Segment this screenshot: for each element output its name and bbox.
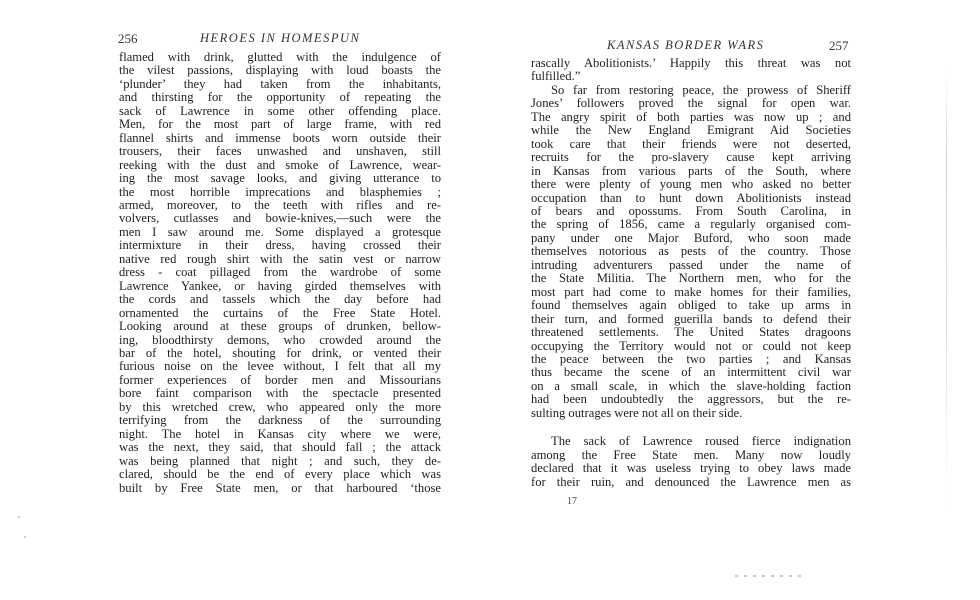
text-line: among the Free State men. Many now loudly: [531, 447, 851, 462]
text-line: found themselves again obliged to take up arms in: [531, 298, 851, 313]
text-line: bar of the hotel, shouting for drink, or vented their: [119, 345, 441, 360]
text-line: ing the most savage looks, and giving utterance to: [119, 171, 441, 186]
text-line: volvers, cutlasses and bowie-knives,—such were the: [119, 211, 441, 226]
text-line: The angry spirit of both parties was now up ; and: [531, 109, 851, 124]
text-line: declared that it was useless trying to obey laws made: [531, 461, 851, 476]
text-line: The sack of Lawrence roused fierce indignation: [551, 434, 851, 449]
scan-dots: [735, 575, 805, 577]
text-line: was being planned that night ; and such, they de-: [119, 453, 441, 468]
text-line: intermixture in their dress, having crossed their: [119, 238, 441, 253]
text-line: Looking around at these groups of drunken, bellow-: [119, 319, 441, 334]
running-head: HEROES IN HOMESPUN: [200, 31, 361, 45]
text-line: the spring of 1856, came a regularly organised com-: [531, 217, 851, 232]
text-line: thus became the scene of an intermittent civil war: [531, 365, 851, 380]
text-line: occupation than to hunt down Abolitionists instead: [531, 190, 851, 205]
text-line: trousers, their faces unwashed and unshaven, still: [119, 144, 441, 159]
text-line: for their ruin, and denounced the Lawrence men as: [531, 474, 851, 489]
text-line: So far from restoring peace, the prowess of Sheriff: [551, 82, 851, 97]
running-head: KANSAS BORDER WARS: [607, 38, 765, 52]
text-line: clared, should be the end of every place which was: [119, 467, 441, 482]
text-line: bore faint comparison with the spectacle presented: [119, 386, 441, 401]
text-line: was the next, they said, that should fall ; the attack: [119, 440, 441, 455]
text-line: Lawrence Yankee, or having girded themselves with: [119, 278, 441, 293]
text-line: the most horrible imprecations and blasphemies ;: [119, 184, 441, 199]
text-line: threatened settlements. The United States dragoons: [531, 325, 851, 340]
text-line: the peace between the two parties ; and Kansas: [531, 351, 851, 366]
text-line: recruits for the pro-slavery cause kept arriving: [531, 150, 851, 165]
page-number: 256: [118, 31, 138, 46]
signature-mark: 17: [567, 496, 577, 507]
text-line: former experiences of border men and Missourians: [119, 372, 441, 387]
text-line: had been undoubtedly the aggressors, but the re-: [531, 392, 851, 407]
text-line: pany under one Major Buford, who soon made: [531, 230, 851, 245]
body-text: [119, 51, 441, 495]
text-line: night. The hotel in Kansas city where we were,: [119, 426, 441, 441]
paragraph-gap: [531, 420, 851, 435]
text-line: native red rough shirt with the satin vest or narrow: [119, 251, 441, 266]
text-line: in Kansas from various parts of the South, where: [531, 163, 851, 178]
text-line: ornamented the curtains of the Free State Hotel.: [119, 305, 441, 320]
text-line: most part had come to make homes for their families,: [531, 284, 851, 299]
text-line: occupying the Territory would not or could not keep: [531, 338, 851, 353]
text-line: sack of Lawrence in some other offending place.: [119, 103, 441, 118]
text-line: and thirsting for the opportunity of repeating the: [119, 90, 441, 105]
text-line: rascally Abolitionists.’ Happily this threat was not: [531, 56, 851, 70]
text-line: ‘plunder’ they had taken from the inhabitants,: [119, 76, 441, 91]
text-line: terrifying from the darkness of the surrounding: [119, 413, 441, 428]
text-line: furious noise on the levee without, I felt that all my: [119, 359, 441, 374]
text-line: reeking with the dust and smoke of Lawrence, wear-: [119, 157, 441, 172]
text-line: built by Free State men, or that harboured ‘those: [119, 480, 441, 495]
scan-edge-shadow: [946, 70, 947, 510]
text-line: their turn, and formed guerilla bands to defend their: [531, 311, 851, 326]
paragraph: [531, 84, 851, 420]
text-line: there were plenty of young men who asked no better: [531, 177, 851, 192]
text-line: flannel shirts and immense boots worn outside their: [119, 130, 441, 145]
scan-speck: [18, 516, 20, 518]
right-page: [490, 0, 980, 600]
text-line: while the New England Emigrant Aid Societies: [531, 123, 851, 138]
text-line: fulfilled.”: [531, 69, 581, 84]
text-line: armed, moreover, to the teeth with rifles and re-: [119, 197, 441, 212]
text-line: sulting outrages were not all on their side.: [531, 405, 743, 420]
text-line: the vilest passions, displaying with loud boasts the: [119, 63, 441, 78]
text-line: Jones’ followers proved the signal for open war.: [531, 96, 851, 111]
text-line: flamed with drink, glutted with the indulgence of: [119, 50, 441, 64]
text-line: dress - coat pillaged from the wardrobe of some: [119, 265, 441, 280]
text-line: Men, for the most part of large frame, with red: [119, 117, 441, 132]
scan-speck: [24, 536, 26, 538]
paragraph: [531, 57, 851, 84]
text-line: themselves notorious as pests of the country. Those: [531, 244, 851, 259]
text-line: men I saw around me. Some displayed a grotesque: [119, 224, 441, 239]
text-line: by this wretched crew, who appeared only the more: [119, 399, 441, 414]
text-line: on a small scale, in which the slave-holding faction: [531, 378, 851, 393]
page-number: 257: [829, 38, 849, 53]
paragraph: [531, 435, 851, 489]
text-line: ing, bloodthirsty demons, who crowded around the: [119, 332, 441, 347]
text-line: the State Militia. The Northern men, who for the: [531, 271, 851, 286]
text-line: the cords and tassels which the day before had: [119, 292, 441, 307]
body-text: [531, 57, 851, 489]
text-line: intruding adventurers passed under the name of: [531, 257, 851, 272]
text-line: took care that their friends were not deserted,: [531, 136, 851, 151]
text-line: of bears and opossums. From South Carolina, in: [531, 203, 851, 218]
